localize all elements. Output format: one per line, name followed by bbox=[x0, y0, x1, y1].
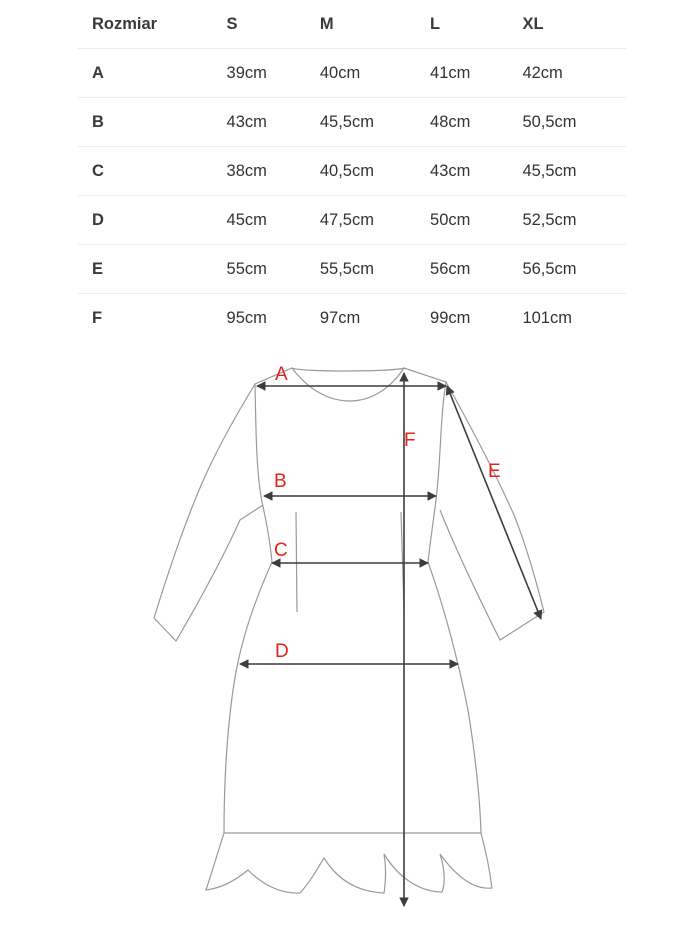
table-cell: 39cm bbox=[227, 49, 320, 98]
table-cell: 40cm bbox=[320, 49, 430, 98]
table-cell: 48cm bbox=[430, 98, 522, 147]
header-m: M bbox=[320, 0, 430, 49]
table-cell: 97cm bbox=[319, 308, 361, 327]
measure-labels bbox=[274, 364, 501, 662]
table-cell: 42cm bbox=[522, 49, 626, 98]
dress-outline bbox=[154, 368, 544, 893]
measure-e-label: E bbox=[488, 461, 501, 482]
table-cell: 38cm bbox=[227, 147, 320, 196]
table-cell: 50cm bbox=[430, 196, 522, 245]
row-label: D bbox=[78, 196, 227, 245]
table-cell: 43cm bbox=[227, 98, 320, 147]
table-cell: 56cm bbox=[430, 245, 522, 294]
table-row bbox=[78, 245, 626, 294]
dress-measurement-diagram bbox=[0, 345, 700, 933]
header-xl: XL bbox=[522, 0, 626, 49]
table-cell: 47,5cm bbox=[320, 196, 430, 245]
table-cell: 55cm bbox=[227, 245, 320, 294]
row-label: C bbox=[78, 147, 227, 196]
table-cell: 99cm bbox=[430, 308, 471, 327]
measure-d-label: D bbox=[275, 641, 289, 662]
table-cell: 40,5cm bbox=[320, 147, 430, 196]
table-cell: 52,5cm bbox=[522, 196, 626, 245]
table-cell: 56,5cm bbox=[522, 245, 626, 294]
table-cell: 95cm bbox=[226, 308, 267, 327]
table-cell: 45cm bbox=[227, 196, 320, 245]
table-row bbox=[78, 49, 626, 98]
table-cell: 50,5cm bbox=[522, 98, 626, 147]
table-cell: 45,5cm bbox=[320, 98, 430, 147]
measure-lines bbox=[240, 373, 541, 906]
table-cell: 41cm bbox=[430, 49, 522, 98]
table-cell: 45,5cm bbox=[522, 147, 626, 196]
header-s: S bbox=[227, 0, 320, 49]
measure-b-label: B bbox=[274, 471, 287, 492]
size-table bbox=[78, 0, 626, 342]
header-l: L bbox=[430, 0, 522, 49]
measure-e-line bbox=[447, 386, 541, 619]
table-row bbox=[78, 98, 626, 147]
measure-f-label: F bbox=[404, 430, 416, 451]
measure-c-label: C bbox=[274, 540, 288, 561]
header-rozmiar: Rozmiar bbox=[78, 0, 227, 49]
row-label: A bbox=[78, 49, 227, 98]
row-label: E bbox=[78, 245, 227, 294]
row-label: B bbox=[78, 98, 227, 147]
table-cell: 55,5cm bbox=[320, 245, 430, 294]
table-header-row bbox=[78, 0, 626, 49]
table-cell: 43cm bbox=[430, 147, 522, 196]
measure-a-label: A bbox=[275, 364, 288, 385]
table-row bbox=[78, 147, 626, 196]
table-cell: 101cm bbox=[522, 308, 572, 327]
row-label: F bbox=[92, 308, 103, 327]
table-row bbox=[78, 294, 626, 343]
table-row bbox=[78, 196, 626, 245]
